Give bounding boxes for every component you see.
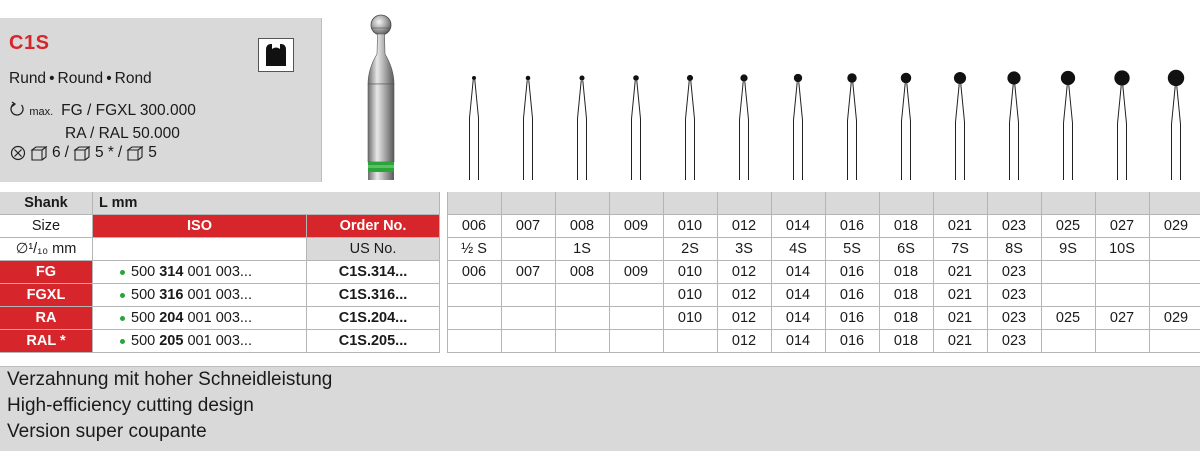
size-value: 023 [1001,218,1027,234]
availability-cell: 014 [785,310,811,326]
shank-ra: RA [0,307,92,329]
availability-cell: 023 [1001,310,1027,326]
availability-cell: 016 [839,264,865,280]
bur-silhouette [847,73,856,180]
size-value: 021 [947,218,973,234]
size-value: 007 [515,218,541,234]
shape-names: Rund • Round • Rond [9,70,152,87]
us-no-header: US No. [307,238,439,260]
availability-cell: 021 [947,333,973,349]
us-number: 6S [897,241,915,257]
availability-cell: 010 [677,264,703,280]
iso-fgxl: 500 316 001 003... [120,284,306,306]
availability-cell: 012 [731,333,757,349]
size-value: 018 [893,218,919,234]
availability-cell: 007 [515,264,541,280]
pack-qty-1: 6 [52,144,61,161]
availability-cell: 018 [893,333,919,349]
availability-cell: 009 [623,264,649,280]
bur-silhouette [1061,71,1075,180]
availability-cell: 025 [1055,310,1081,326]
order-fgxl: C1S.316... [338,287,408,303]
description-en: High-efficiency cutting design [7,395,254,416]
bur-silhouette [794,74,803,180]
us-number: 8S [1005,241,1023,257]
speed-fg: FG / FGXL 300.000 [61,102,196,119]
grid-hline [447,329,1200,330]
grid-hline [447,237,1200,238]
bur-silhouette [578,75,587,180]
availability-cell: 014 [785,287,811,303]
size-value: 010 [677,218,703,234]
shank-ral: RAL * [0,330,92,352]
iso-ral: 500 205 001 003... [120,330,306,352]
availability-cell: 018 [893,310,919,326]
order-ral: C1S.205... [338,333,408,349]
size-value: 025 [1055,218,1081,234]
speed-ra: RA / RAL 50.000 [65,125,180,142]
grid-vline [439,192,440,353]
iso-ra: 500 204 001 003... [120,307,306,329]
shank-header: Shank [0,192,92,214]
order-ra: C1S.204... [338,310,408,326]
grid-hline [0,214,439,215]
diameter-label: ∅¹/₁₀ mm [15,241,77,257]
grid-vline [92,192,93,353]
availability-cell: 006 [461,264,487,280]
iso-spacer [93,238,306,260]
availability-cell: 021 [947,264,973,280]
grid-hline [0,352,439,353]
bur-silhouette [1168,70,1184,180]
availability-cell: 010 [677,310,703,326]
availability-cell: 012 [731,264,757,280]
packaging-row: 6 / 5 * / 5 [8,144,159,162]
bur-silhouette [632,75,641,180]
us-number: 5S [843,241,861,257]
us-number: 7S [951,241,969,257]
order-fg: C1S.314... [338,264,408,280]
bur-silhouette [1007,71,1020,180]
order-header: Order No. [307,215,439,237]
size-value: 029 [1163,218,1189,234]
availability-cell: 008 [569,264,595,280]
grid-hline [447,352,1200,353]
size-value: 027 [1109,218,1135,234]
speed-max-label: max. [29,106,54,118]
grid-hline [0,306,439,307]
iso-header: ISO [93,215,306,237]
availability-cell: 016 [839,287,865,303]
size-value: 006 [461,218,487,234]
availability-cell: 016 [839,310,865,326]
size-value: 009 [623,218,649,234]
bur-silhouette [470,76,479,180]
product-code: C1S [9,32,50,54]
spec-table [0,192,1200,354]
bur-silhouette [524,76,533,180]
size-value: 012 [731,218,757,234]
description-de: Verzahnung mit hoher Schneidleistung [7,369,333,390]
us-number: 2S [681,241,699,257]
grid-vline [306,214,307,353]
size-header-strip [447,192,1200,214]
size-value: 008 [569,218,595,234]
shank-fg: FG [0,261,92,283]
availability-cell: 023 [1001,287,1027,303]
grid-hline [93,237,439,238]
availability-cell: 016 [839,333,865,349]
description-panel [0,366,1200,451]
shape-name-en: Round [57,70,104,87]
bur-silhouette [740,74,749,180]
size-label: Size [31,218,61,234]
iso-fg: 500 314 001 003... [120,261,306,283]
bur-silhouette [901,73,911,180]
size-value: 014 [785,218,811,234]
availability-cell: 029 [1163,310,1189,326]
grid-hline [447,306,1200,307]
us-number: 3S [735,241,753,257]
description-fr: Version super coupante [7,421,207,442]
grid-hline [0,260,439,261]
shank-fgxl: FGXL [0,284,92,306]
bur-silhouette [954,72,966,180]
availability-cell: 021 [947,310,973,326]
availability-cell: 023 [1001,333,1027,349]
availability-cell: 012 [731,310,757,326]
us-number: 1S [573,241,591,257]
availability-cell: 021 [947,287,973,303]
us-number: 4S [789,241,807,257]
grid-hline [0,283,439,284]
grid-hline [447,283,1200,284]
bur-silhouette [686,75,695,180]
availability-cell: 014 [785,333,811,349]
pack-qty-2: 5 * [94,144,114,161]
availability-cell: 010 [677,287,703,303]
grid-hline [447,214,1200,215]
availability-cell: 018 [893,287,919,303]
us-number: 10S [1109,241,1135,257]
bur-size-illustrations [0,0,1200,190]
availability-cell: 027 [1109,310,1135,326]
us-number: 9S [1059,241,1077,257]
size-value: 016 [839,218,865,234]
length-header: L mm [93,192,439,214]
availability-cell: 012 [731,287,757,303]
shape-name-fr: Rond [114,70,152,87]
availability-cell: 014 [785,264,811,280]
bur-silhouette [1114,70,1129,180]
grid-hline [447,260,1200,261]
shape-name-de: Rund [9,70,47,87]
us-number: ½ S [461,241,487,257]
pack-qty-3: 5 [148,144,157,161]
availability-cell: 018 [893,264,919,280]
availability-cell: 023 [1001,264,1027,280]
grid-hline [0,237,92,238]
grid-hline [0,329,439,330]
